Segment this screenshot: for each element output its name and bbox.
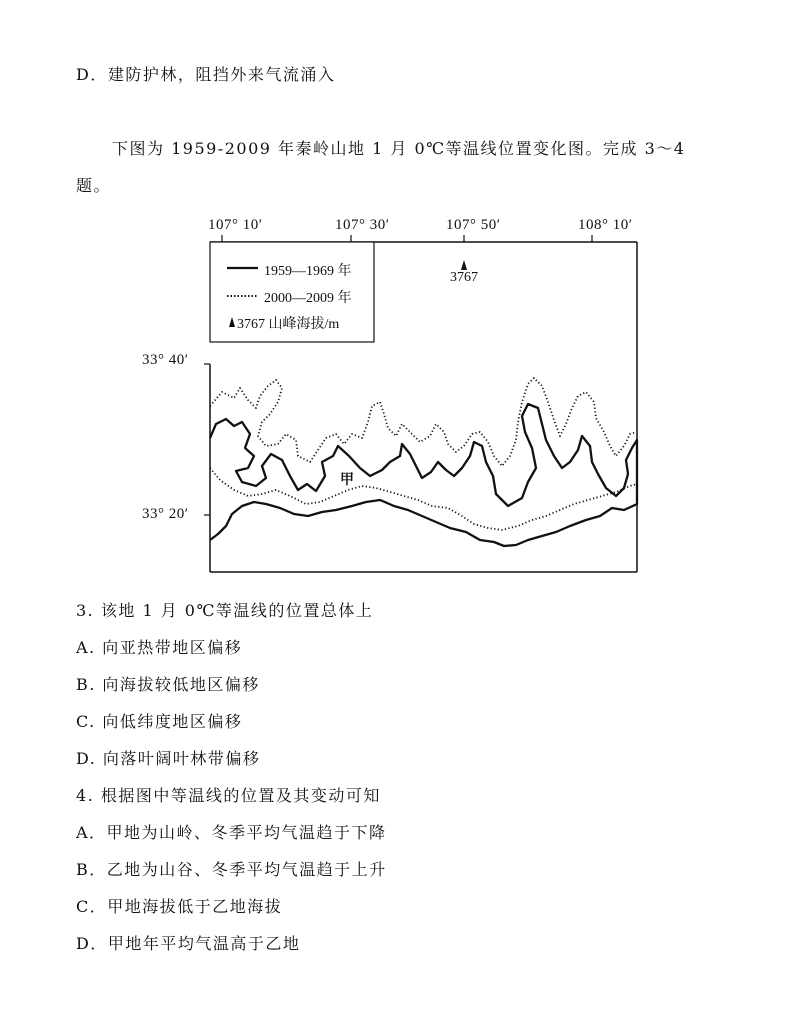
longitude-label-3: 107° 50′ <box>446 217 501 233</box>
longitude-label-2: 107° 30′ <box>335 217 390 233</box>
latitude-label-1: 33° 40′ <box>142 352 189 368</box>
question-4-stem: 4. 根据图中等温线的位置及其变动可知 <box>76 786 381 805</box>
legend-peak-elevation: 3767 山峰海拔/m <box>237 317 340 332</box>
previous-option-d: D．建防护林，阻挡外来气流涌入 <box>76 65 336 84</box>
site-jia-label: 甲 <box>340 472 354 488</box>
question-4-option-b: B．乙地为山谷、冬季平均气温趋于上升 <box>76 860 387 879</box>
question-4-option-c: C．甲地海拔低于乙地海拔 <box>76 897 283 916</box>
question-3-option-b: B. 向海拔较低地区偏移 <box>76 675 260 694</box>
question-4-option-d: D．甲地年平均气温高于乙地 <box>76 934 301 953</box>
legend-series-2000-2009: 2000—2009 年 <box>264 291 352 306</box>
legend-series-1959-1969: 1959—1969 年 <box>264 264 352 279</box>
longitude-label-4: 108° 10′ <box>578 217 633 233</box>
map-graphic <box>130 210 650 580</box>
intro-text-line-2: 题。 <box>76 176 112 195</box>
question-3-option-d: D. 向落叶阔叶林带偏移 <box>76 749 261 768</box>
latitude-label-2: 33° 20′ <box>142 506 189 522</box>
peak-elevation-label: 3767 <box>450 270 478 285</box>
intro-text-line-1: 下图为 1959-2009 年秦岭山地 1 月 0℃等温线位置变化图。完成 3～4 <box>112 139 686 158</box>
question-3-option-a: A. 向亚热带地区偏移 <box>76 638 243 657</box>
question-4-option-a: A．甲地为山岭、冬季平均气温趋于下降 <box>76 823 387 842</box>
question-3-stem: 3. 该地 1 月 0℃等温线的位置总体上 <box>76 601 374 620</box>
longitude-label-1: 107° 10′ <box>208 217 263 233</box>
isotherm-map <box>130 210 650 580</box>
question-3-option-c: C. 向低纬度地区偏移 <box>76 712 243 731</box>
